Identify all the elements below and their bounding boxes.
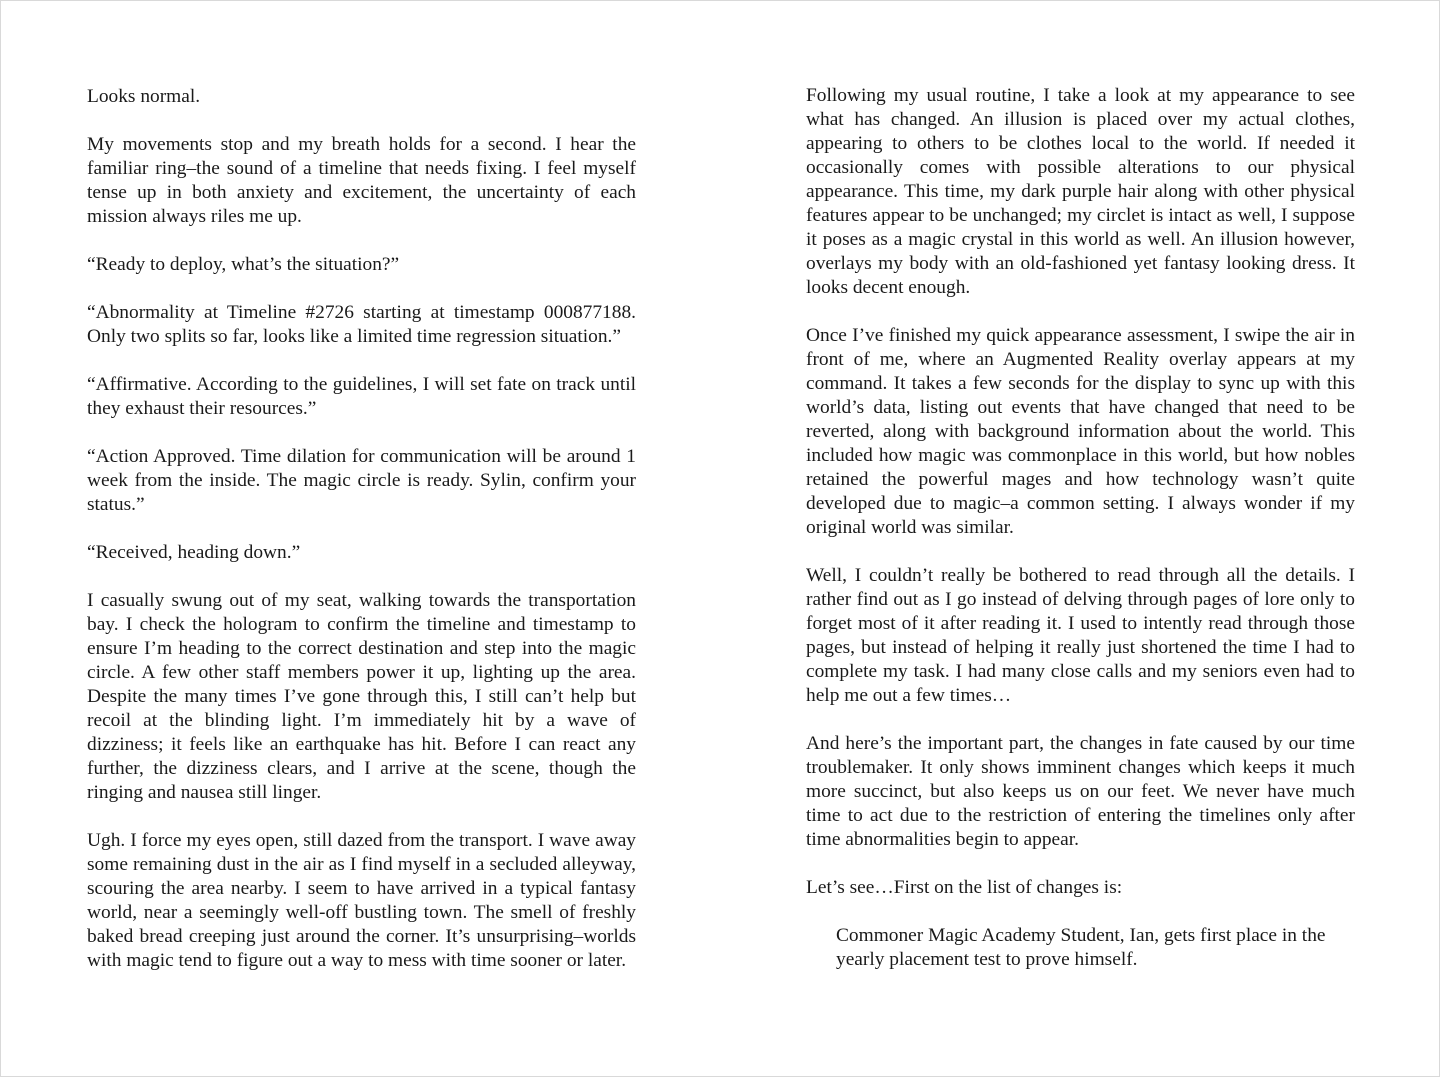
paragraph: Following my usual routine, I take a look at my appearance to see what has changed. An illusion is placed over my actual clothes, appearing to others to be clothes local to the world. If needed it occasionally comes with possible alterations to our physical appearance. This time, my dark purple hair along with other physical features appear to be unchanged; my circlet is intact as well, I suppose it poses as a magic crystal in this world as well. An illusion however, overlays my body with an old-fashioned yet fantasy looking dress. It looks decent enough. [806, 85, 1355, 298]
paragraph: Looks normal. [87, 86, 201, 107]
paragraph: “Action Approved. Time dilation for communication will be around 1 week from the inside. The magic circle is ready. Sylin, confirm your status.” [87, 446, 636, 515]
paragraph: Ugh. I force my eyes open, still dazed from the transport. I wave away some remaining dust in the air as I find myself in a secluded alleyway, scouring the area nearby. I seem to have arrived in a typical fantasy world, near a seemingly well-off bustling town. The smell of freshly baked bread creeping just around the corner. It’s unsurprising–worlds with magic tend to figure out a way to mess with time sooner or later. [87, 830, 636, 971]
left-page [87, 85, 636, 997]
right-page [806, 84, 1355, 996]
paragraph: Let’s see…First on the list of changes is: [806, 877, 1123, 898]
paragraph: My movements stop and my breath holds for a second. I hear the familiar ring–the sound of a timeline that needs fixing. I feel myself tense up in both anxiety and excitement, the uncertainty of each mission always riles me up. [87, 134, 636, 227]
paragraph: And here’s the important part, the changes in fate caused by our time troublemaker. It only shows imminent changes which keeps it much more succinct, but also keeps us on our feet. We never have much time to act due to the restriction of entering the timelines only after time abnormalities begin to appear. [806, 733, 1355, 850]
paragraph: “Affirmative. According to the guidelines, I will set fate on track until they exhaust their resources.” [87, 374, 636, 419]
paragraph: I casually swung out of my seat, walking towards the transportation bay. I check the hologram to confirm the timeline and timestamp to ensure I’m heading to the correct destination and step into the magic circle. A few other staff members power it up, lighting up the area. Despite the many times I’ve gone through this, I still can’t help but recoil at the blinding light. I’m immediately hit by a wave of dizziness; it feels like an earthquake has hit. Before I can react any further, the dizziness clears, and I arrive at the scene, though the ringing and nausea still linger. [87, 590, 636, 803]
paragraph: Well, I couldn’t really be bothered to read through all the details. I rather find out as I go instead of delving through pages of lore only to forget most of it after reading it. I used to intently read through those pages, but instead of helping it really just shortened the time I had to complete my task. I had many close calls and my seniors even had to help me out a few times… [806, 565, 1355, 706]
paragraph: Once I’ve finished my quick appearance assessment, I swipe the air in front of me, where an Augmented Reality overlay appears at my command. It takes a few seconds for the display to sync up with this world’s data, listing out events that have changed that need to be reverted, along with background information about the world. This included how magic was commonplace in this world, but how nobles retained the powerful mages and how technology wasn’t quite developed due to magic–a common setting. I always wonder if my original world was similar. [806, 325, 1355, 538]
paragraph: “Received, heading down.” [87, 542, 301, 563]
paragraph: “Ready to deploy, what’s the situation?” [87, 254, 400, 275]
paragraph: “Abnormality at Timeline #2726 starting at timestamp 000877188. Only two splits so far, looks like a limited time regression situation.” [87, 302, 636, 347]
block-quote: Commoner Magic Academy Student, Ian, gets first place in the yearly placement test to prove himself. [836, 925, 1326, 970]
